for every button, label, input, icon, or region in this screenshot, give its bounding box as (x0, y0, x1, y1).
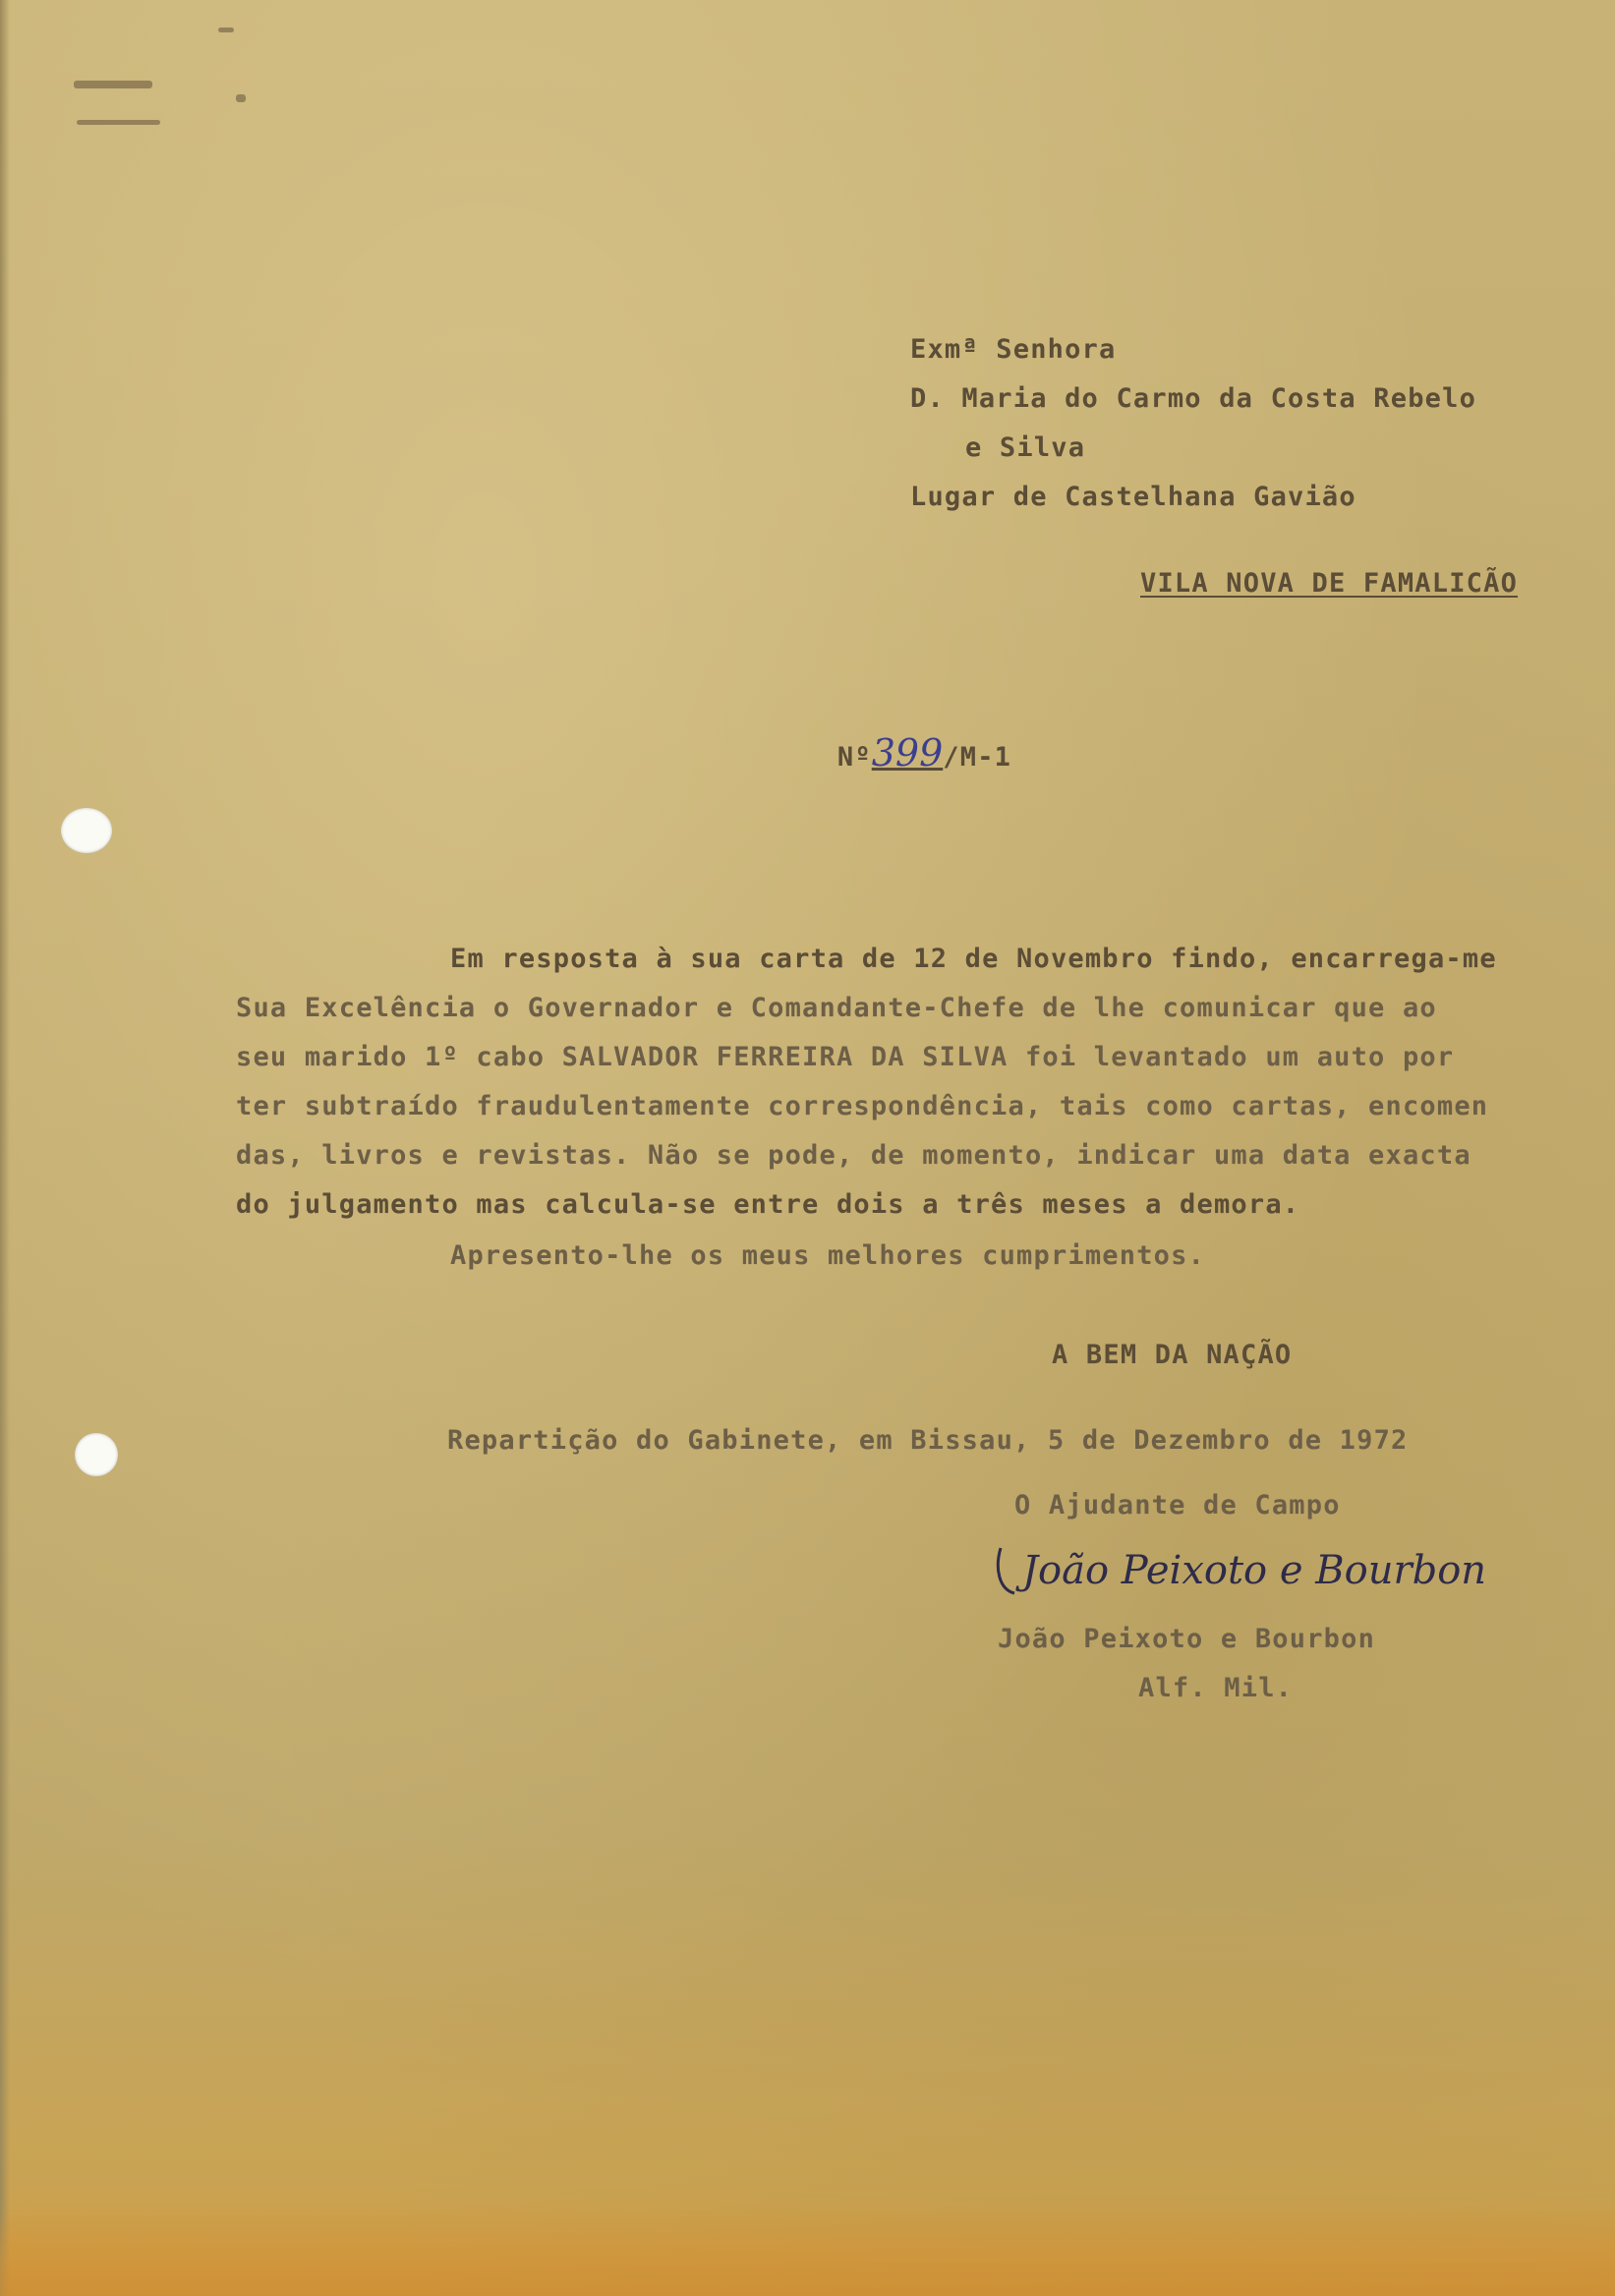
paper-edge (0, 0, 10, 2296)
closing-title: O Ajudante de Campo (1014, 1490, 1341, 1521)
body-line: das, livros e revistas. Não se pode, de momento, indicar uma data exacta (236, 1140, 1471, 1171)
signatory-name: João Peixoto e Bourbon (998, 1624, 1376, 1654)
body-line: Sua Excelência o Governador e Comandante-Chefe de lhe comunicar que ao (236, 993, 1437, 1023)
address-place: Lugar de Castelhana Gavião (910, 482, 1356, 512)
svg-text:João Peixoto e Bourbon: João Peixoto e Bourbon (1022, 1548, 1487, 1593)
ink-mark (77, 120, 160, 125)
reference-prefix: Nº (836, 742, 872, 773)
paper-stain (0, 2208, 1615, 2296)
punch-hole-top (61, 808, 112, 853)
reference-number (769, 706, 1011, 805)
body-line: do julgamento mas calcula-se entre dois a três meses a demora. (236, 1189, 1300, 1220)
body-line: ter subtraído fraudulentamente correspondência, tais como cartas, encomen (236, 1091, 1489, 1121)
body-line: Em resposta à sua carta de 12 de Novembro findo, encarrega-me (450, 944, 1497, 974)
body-line: seu marido 1º cabo SALVADOR FERREIRA DA SILVA foi levantado um auto por (236, 1042, 1455, 1072)
punch-hole-bottom (75, 1433, 118, 1476)
ink-mark (236, 94, 246, 102)
closing-motto: A BEM DA NAÇÃO (1052, 1340, 1293, 1370)
address-name-line1: D. Maria do Carmo da Costa Rebelo (910, 383, 1477, 414)
address-salutation: Exmª Senhora (910, 334, 1117, 365)
reference-handwritten-number: 399 (871, 731, 944, 775)
reference-suffix: /M-1 (943, 742, 1012, 773)
handwritten-signature (993, 1528, 1487, 1602)
signatory-rank: Alf. Mil. (1138, 1673, 1294, 1703)
ink-mark (218, 28, 234, 32)
body-line: Apresento-lhe os meus melhores cumprimentos. (450, 1240, 1206, 1271)
closing-place-date: Repartição do Gabinete, em Bissau, 5 de Dezembro de 1972 (447, 1425, 1409, 1456)
ink-mark (74, 81, 152, 88)
address-name-line2: e Silva (965, 432, 1086, 463)
address-town: VILA NOVA DE FAMALICÃO (1140, 568, 1519, 599)
